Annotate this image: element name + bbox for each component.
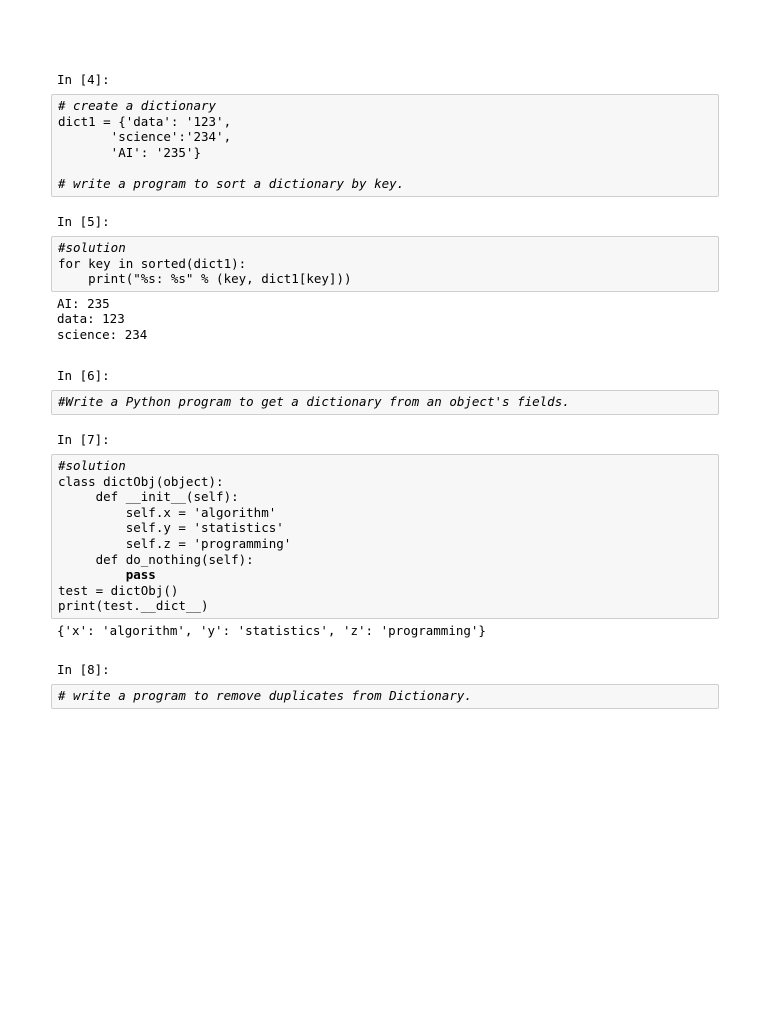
code-input[interactable] [51, 390, 719, 415]
code-input[interactable] [51, 684, 719, 709]
notebook-cell [51, 662, 719, 709]
cell-prompt: In [5]: [57, 214, 110, 229]
code-line: pass [58, 567, 156, 583]
code-line: def __init__(self): [58, 489, 239, 505]
code-line: for key in sorted(dict1): [58, 255, 247, 271]
output-line: {'x': 'algorithm', 'y': 'statistics', 'z': 'programming'} [57, 622, 486, 638]
code-line: # write a program to remove duplicates from Dictionary. [58, 688, 472, 703]
code-line: #solution [58, 458, 126, 473]
code-line: self.x = 'algorithm' [58, 504, 277, 520]
cell-prompt: In [7]: [57, 432, 110, 447]
notebook-cell [51, 72, 719, 197]
code-line: def do_nothing(self): [58, 551, 254, 567]
code-line: #solution [58, 240, 126, 255]
code-line: self.z = 'programming' [58, 535, 292, 551]
notebook-cell [51, 432, 719, 639]
code-line: print(test.__dict__) [58, 598, 209, 614]
code-input[interactable] [51, 94, 719, 197]
notebook-cell [51, 368, 719, 415]
code-line: # write a program to sort a dictionary by key. [58, 175, 405, 191]
cell-prompt: In [6]: [57, 368, 110, 383]
cell-prompt: In [8]: [57, 662, 110, 677]
cell-output [57, 296, 719, 343]
code-line: # create a dictionary [58, 98, 217, 113]
code-input[interactable] [51, 236, 719, 292]
output-line: science: 234 [57, 326, 148, 342]
code-line: self.y = 'statistics' [58, 520, 284, 536]
output-line: data: 123 [57, 311, 125, 327]
code-line: 'science':'234', [58, 129, 232, 145]
code-line: print("%s: %s" % (key, dict1[key])) [58, 271, 352, 287]
code-input[interactable] [51, 454, 719, 619]
output-line: AI: 235 [57, 295, 110, 311]
code-line: #Write a Python program to get a dictionary from an object's fields. [58, 394, 570, 409]
notebook-cell [51, 214, 719, 343]
code-line [58, 160, 712, 176]
cell-prompt: In [4]: [57, 72, 110, 87]
cell-output [57, 623, 719, 639]
code-line: test = dictObj() [58, 582, 179, 598]
code-line: class dictObj(object): [58, 473, 224, 489]
code-line: dict1 = {'data': '123', [58, 113, 232, 129]
code-line: 'AI': '235'} [58, 144, 201, 160]
